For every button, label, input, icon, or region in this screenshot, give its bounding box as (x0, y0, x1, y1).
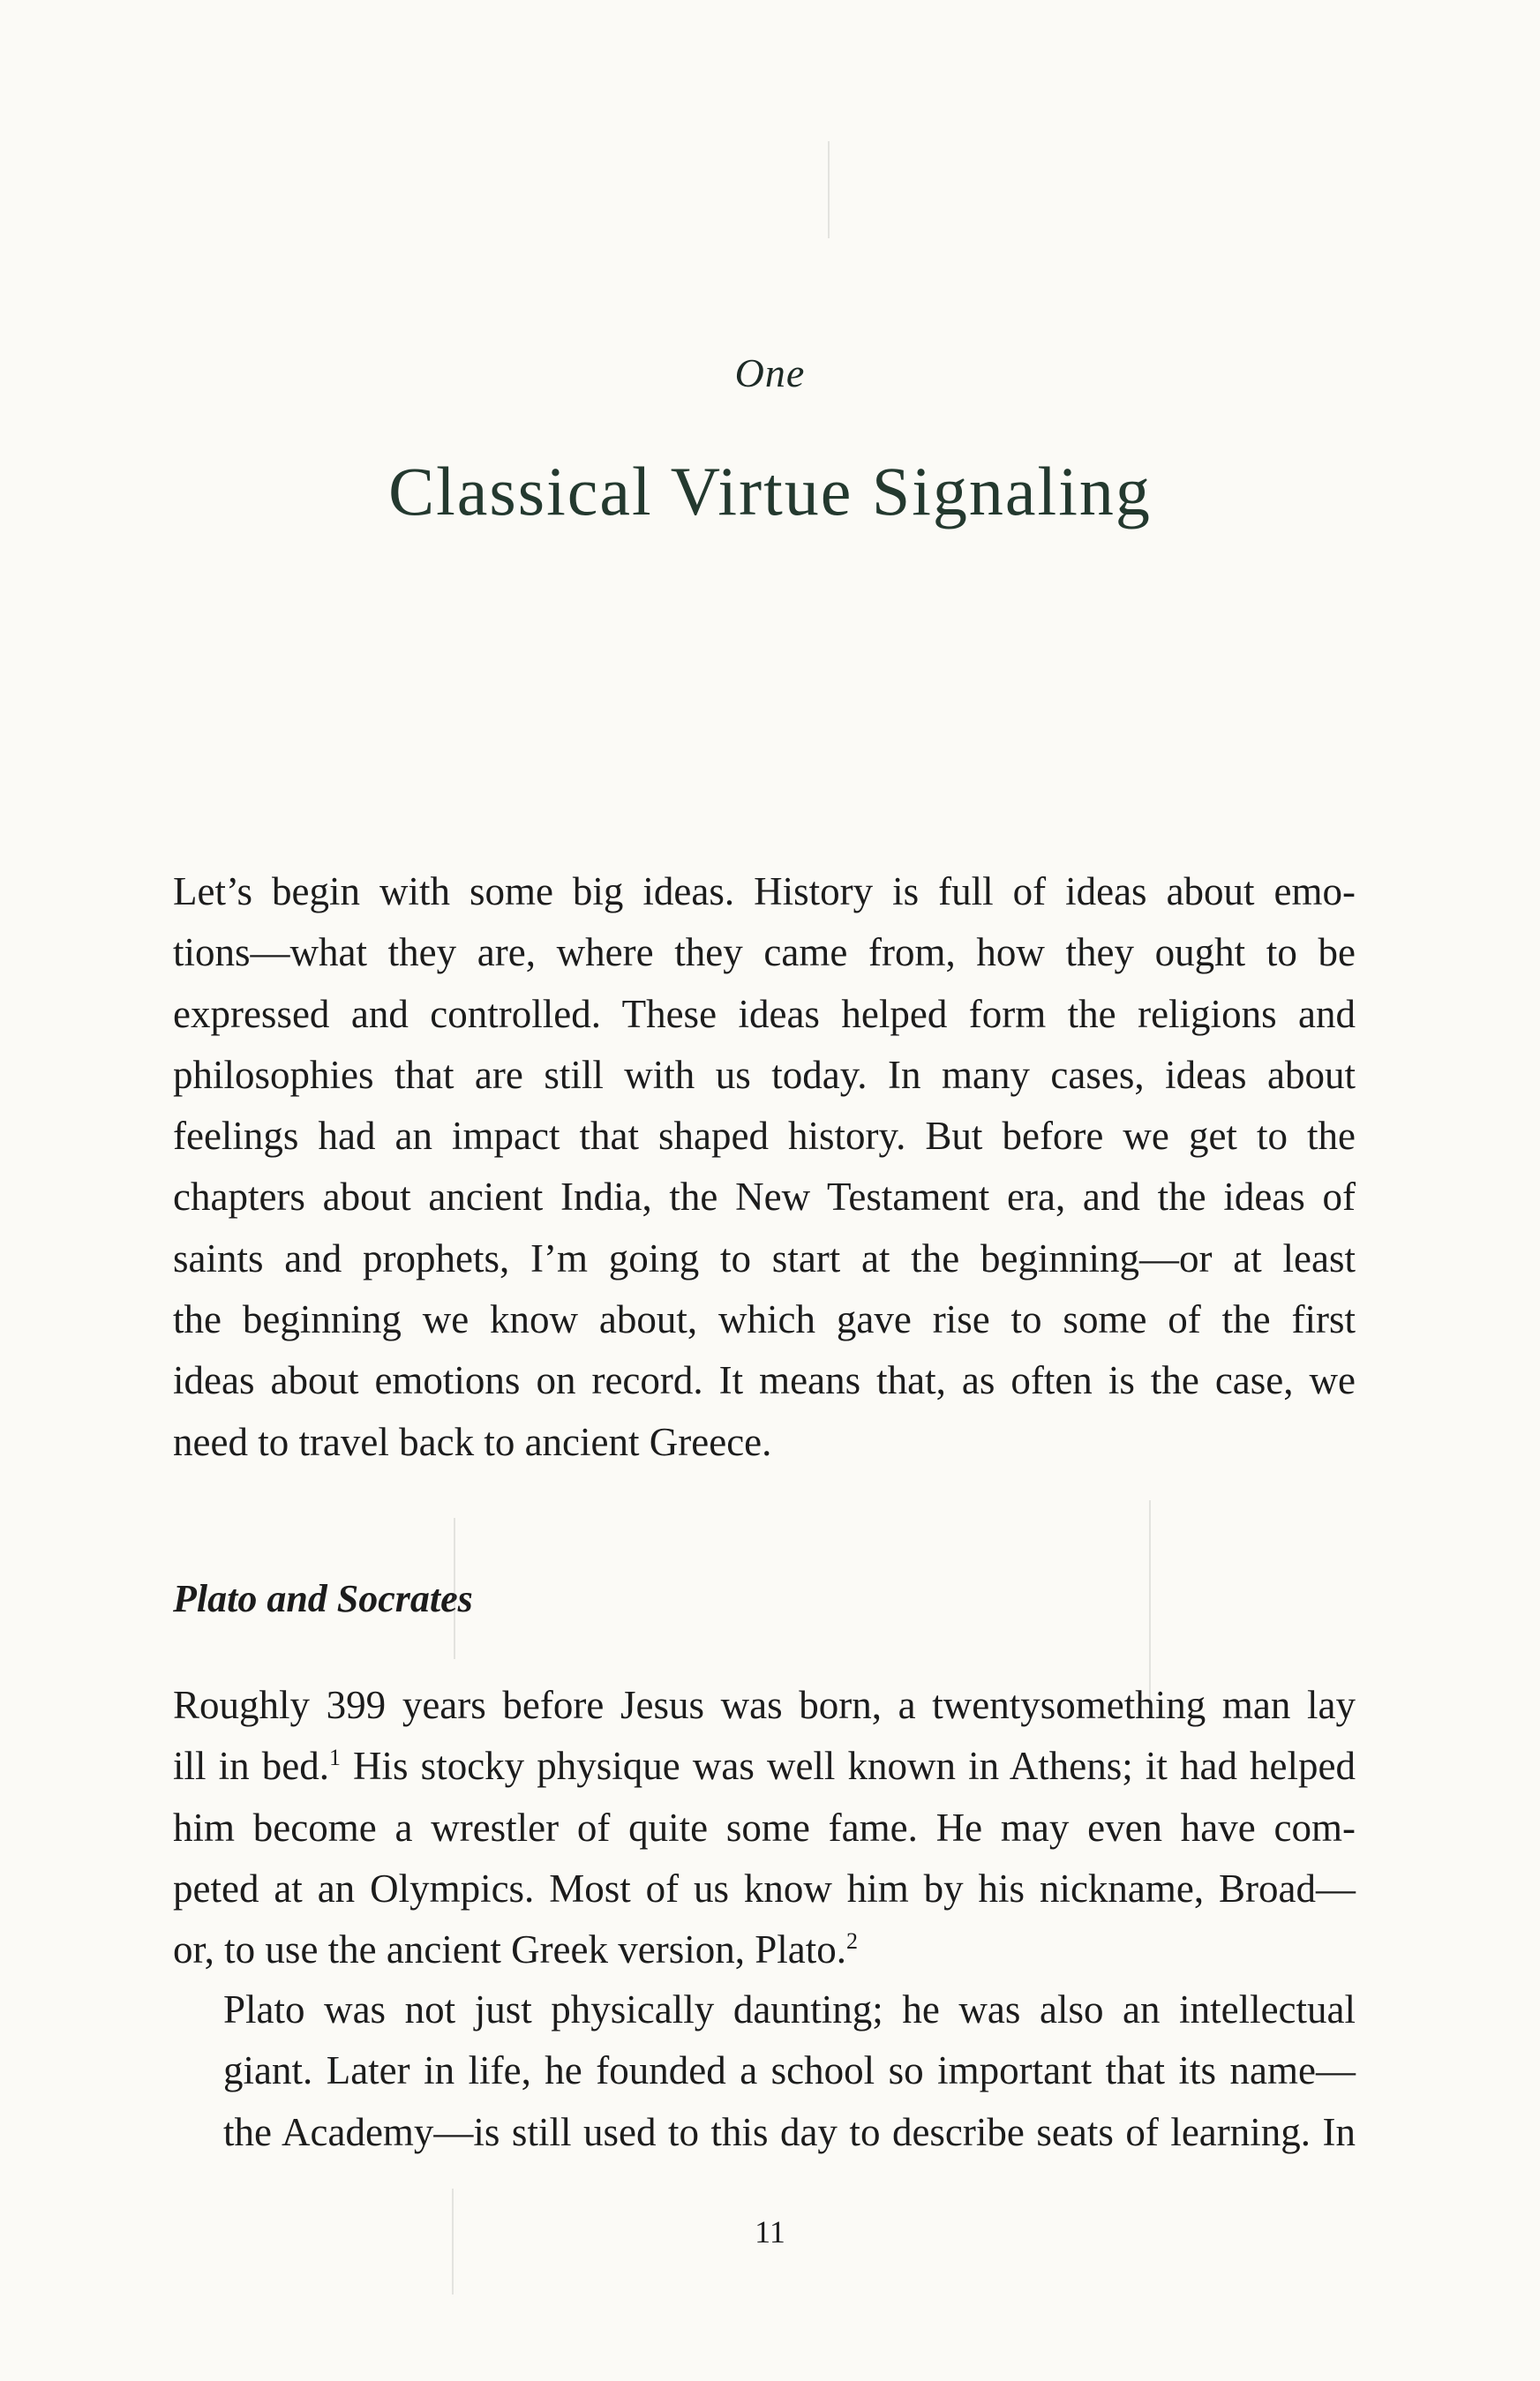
footnote-marker: 2 (845, 1928, 858, 1955)
section-heading: Plato and Socrates (173, 1577, 473, 1620)
text-line: him become a wrestler of quite some fame. He may even have com- (173, 1805, 1356, 1850)
scan-artifact (452, 2189, 454, 2295)
text-line: saints and prophets, I’m going to start at the beginning—or at least (173, 1236, 1356, 1281)
text-line (173, 1736, 1356, 1797)
footnote-marker: 1 (328, 1745, 341, 1771)
text-fragment: or, to use the ancient Greek version, Plato. (173, 1927, 846, 1972)
text-line: need to travel back to ancient Greece. (173, 1419, 772, 1464)
text-line: chapters about ancient India, the New Testament era, and the ideas of (173, 1175, 1356, 1220)
text-line (173, 1919, 1356, 1980)
scan-artifact (1149, 1500, 1151, 1712)
scan-artifact (454, 1518, 455, 1659)
text-line: expressed and controlled. These ideas helped form the religions and (173, 991, 1356, 1036)
text-line: peted at an Olympics. Most of us know him by his nickname, Broad— (173, 1866, 1356, 1911)
text-line: the Academy—is still used to this day to describe seats of learning. In (223, 2109, 1356, 2154)
intro-paragraph (173, 861, 1356, 1473)
plato-paragraph (173, 1675, 1356, 1980)
text-fragment: His stocky physique was well known in Athens; it had helped (340, 1744, 1356, 1789)
chapter-title: Classical Virtue Signaling (388, 453, 1152, 530)
text-fragment: ill in bed. (173, 1744, 329, 1789)
text-line: tions—what they are, where they came from, how they ought to be (173, 930, 1356, 975)
text-line: feelings had an impact that shaped history. But before we get to the (173, 1114, 1356, 1159)
text-line: Let’s begin with some big ideas. History is full of ideas about emo- (173, 869, 1356, 913)
page-number: 11 (755, 2214, 785, 2250)
text-line: the beginning we know about, which gave rise to some of the first (173, 1297, 1356, 1342)
text-line: ideas about emotions on record. It means that, as often is the case, we (173, 1358, 1356, 1403)
text-line: Plato was not just physically daunting; he was also an intellectual (223, 1987, 1356, 2032)
chapter-number: One (734, 350, 806, 395)
scan-artifact (828, 141, 830, 238)
text-line: giant. Later in life, he founded a school so important that its name— (223, 2048, 1356, 2093)
text-line: Roughly 399 years before Jesus was born, a twentysomething man lay (173, 1683, 1356, 1727)
academy-paragraph (173, 1979, 1356, 2163)
text-line: philosophies that are still with us today. In many cases, ideas about (173, 1052, 1356, 1097)
